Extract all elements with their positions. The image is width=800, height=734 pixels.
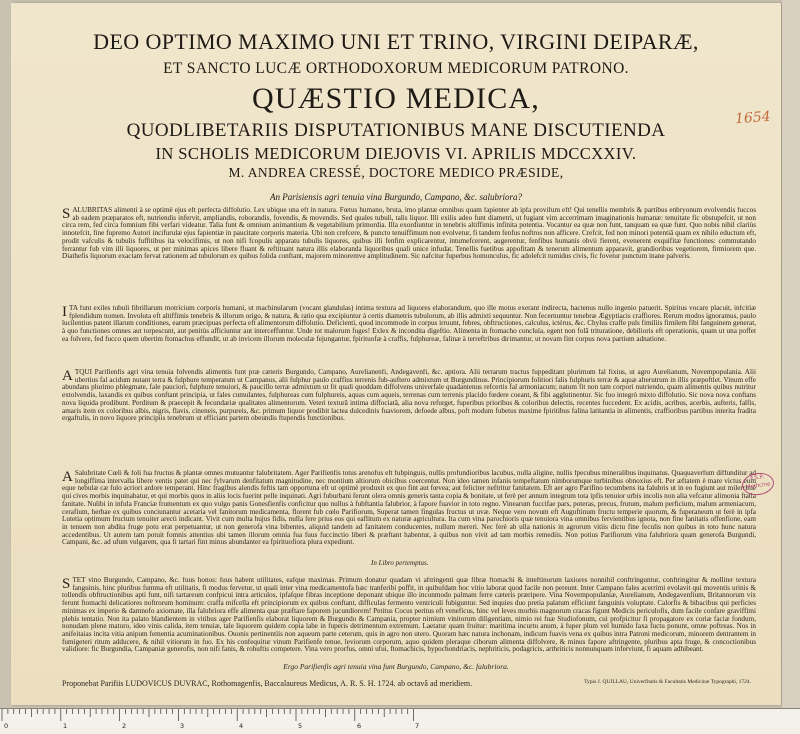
- presider-line: M. ANDREA CRESSÉ, DOCTORE MEDICO PRÆSIDE,: [228, 165, 564, 180]
- ruler-label: 2: [122, 722, 127, 730]
- stamp-text: F.S.P.: [750, 474, 765, 482]
- drop-cap: A: [62, 369, 73, 384]
- ruler-label: 5: [298, 722, 303, 730]
- paragraph-5: [62, 577, 756, 695]
- question-line: An Parisiensis agri tenuia vina Burgundo, Campano, &c. salubriora?: [270, 192, 522, 202]
- drop-cap: S: [62, 207, 71, 222]
- paragraph-text: TQUI Parifienfis agri vina tenuia folvendis alimentis funt præ cæteris Burgundo, Campano, Aurelianenfi, Andegavenfi, &c. aptiora. Alii terrarum tractus fuppeditant plurimum fal fixius, ut agro Aurelianum, Novempopulania. Alii ubertius fal acidum nutant terra & fulphure temperatum ut Campanus, alii fulphur paulo craffius terrenis fub-auftero admixtum ut Burgundinus. Principiorum folitiori falis fulphuris terræ & aquæ alterutrum in illis præpoftlet. Vinum effe abundans plurimo phlegmate, fale pauciori, fulphure tenuiori, & paucillo terræ admixtum ut fit quali quoddam diffolvens univerfale quadantenus refcertis fal armoniacum; natum fit non tam corpori nutriendo, quam alimentis quibus nutritur extolvendis, laxandis ex quibus conftant principia, ut fales cumulantes, fulphureas cum fulphureis, aquas cum aqueis, terrenas cum terrenis placido fœdere coeant, & fibi agglutinentur. Sic fuo integrò mixto diffolutio. Sic nova nova conftans nova liquida prodibunt. Perditum & praecepit & fecundariæ qualitates alimentorum. Veteri textură intima diffociată, alia nova refurget, fuperibus prioribus & coloribus delectis, recentes fuccedent. Ex acidis, acribus, acerbis, aufteris, falfis, amaris item ex coloribus albis, nigris, flavis, cineneis, purpureis, &c. primum liquor prodibit lactea dulcedinis fuaviorem, defoede albus, poft modum fubetus maxime fpiritibus falina latitantia in alimentis, craffioribus partibus interita fradita ergaftulis, in novo liquore principiis tenebrum ut efficiant partem obeundis ftupendis functionibus.: [62, 369, 756, 423]
- drop-cap: I: [62, 305, 67, 320]
- conclusion-line: Ergo Parifienfis agri tenuia vina funt Burgundo, Campano, &c. falubriora.: [283, 662, 509, 671]
- section-divider: In Libro pertemptus.: [371, 559, 429, 567]
- ruler-label: 4: [239, 722, 244, 730]
- patron-line: ET SANCTO LUCÆ ORTHODOXORUM MEDICORUM PATRONO.: [163, 60, 629, 77]
- ruler-label: 6: [357, 722, 362, 730]
- ruler-label: 7: [415, 722, 420, 730]
- measurement-ruler: [0, 708, 800, 734]
- document-title: QUÆSTIO MEDICA,: [252, 82, 540, 115]
- paragraph-text: TA funt exiles tubuli fibrillarum motricium corporis humani, ut machinularum (vocant glandulas) intima textura ad liquores elaborandum, quo ille motus exerant indirecta, hactenus nullo ingenio patuerit. Spiritus vocare placuit, infcitiæ fplendidum nomen. Involuta eft altiffimis tenebris & illorum origo, & natura, & ratio qua excipiuntur à certis diametris tubulorum, ab illis admixti sequuntur. Non fecernuntur tenebræ Ægyptiacis craffiores. Rerum modos ignoramus, paulo lucilentius patent illarum conditiones, earum præcipuas perfecta eft alimentorum diffolutio. Deficienti, quod incommode in corpus irruunt, febres, obftructiones, calculus, ictérus, &c. Chylus craffe puls fimiliis fimilem fibi fanguinem generat, à quo functiones omnes aut torpescunt, aut penitùs afficiuntur aut interceffuntur. Unde tot malorum fuges! Exlex & incondita digeftio. Alimenta in ftomacho concluía, egent non folâ trituratione, debilioris eft operationis, quam ut una poffet ea folvere, fed fucco quem ubertim ftomachus effundit, ut ab invicem illorum moleculæ fejungantur, fpirituofæ à craffis, fulphureæ, falinæ à terreftribus dirimantur, ut novam fint corpus nova partium adnatione.: [62, 305, 756, 343]
- proponent-line: Proponebat Parifiis LUDOVICUS DUVRAC, Rothomagenfis, Baccalaureus Medicus, A. R. S. H. 1724. ab octavâ ad meridiem.: [62, 679, 473, 688]
- dedication-line: DEO OPTIMO MAXIMO UNI ET TRINO, VIRGINI DEIPARÆ,: [93, 29, 699, 54]
- ruler-label: 1: [63, 722, 68, 730]
- handwritten-margin-note: 1654: [734, 108, 772, 128]
- scan-border: [782, 0, 800, 734]
- subtitle-line: QUODLIBETARIIS DISPUTATIONIBUS MANE DISCUTIENDA: [126, 120, 666, 141]
- paragraph-text: ALUBRITAS alimenti à se optimè ejus eft perfecta diffolutio. Lex ubique una eft in natura. Fœtus humano, bruta, imo plantæ omnibus quam fapienter ab ipfa provifum eft! Qui tenellis membris & partibus enbryonum evolvendis fuccos ab eadem præparatos eft, nutriendis infervit, ampliandis, roborandis, fovendis, & movendis. Sed quales tubuli, talis liquor. Illi exilis adeo funt diametri, ut fugiant vim accerrimam imaginationis humanæ: tenuitate fic obstupefcit, ut non circa rem, fed circa fomnium fibi verfari videatur. Talia funt & omnium animantium & vegetabilium primordia. Illa exordiuntur in tenebris altiffimis infinita potentia. Vocantur ea quæ non funt, tanquam ea quæ funt. Quo nobis nihil clariùs innotefcit, fine fupremo Autori incifurulæ ejus fapientiæ in paucitate corporis materia. Ubi non crefcere, & puncto tenuiffimum non evolvetur, fi tandem fenfus noftros non afficere. Crefcit, fed non minori potentiâ quam ex nihilo eductum eft, prodit vafculis & tubulis fuffitibus ita velocifimis, ut non nifi fcopulis apparatu tubulis liquores, quibus illi fenfim explicarentur, intumefcerent, augerentur, fenfibus humanis obvii fierent, evenerent exquifitæ functiones: commutando ferrantur fub vim illi liquores, ut per minimas apices libere fluant & reftituant natura illis elaboranda liquoribus quali unice infudat. Tenellis fuetibus appofitam & tenerum alimentum apparavit, grandioribus vegetiorem, firmiorem que. Diathefis liquorum exactam fervat rationem ad tubulorum ex quibus folida conftant, majorem minoremve amplitudinem. Sic nafcitur fuperbus homunculus, fic adolefcit tumidus civis, fic fovetur punctum inane palveris.: [62, 207, 756, 261]
- ruler-label: 0: [4, 722, 9, 730]
- document-sheet: [11, 3, 782, 705]
- date-line: IN SCHOLIS MEDICORUM DIEJOVIS VI. APRILIS MDCCXXIV.: [155, 144, 637, 163]
- drop-cap: S: [62, 577, 71, 592]
- paragraph-text: Salubritate Cœli & foli fua fructus & plantæ omnes mutuantur falubritatem. Ager Parifienfis totus arenofus eft fubpinguis, nullis profundioribus lacubus, nulla aligine, nullis fpecubus mineralibus inquinatus. Quaquaverfum diffunditur ad longiffima intervalla libere ventis patet qui nec fylvarum denfitatum magnitudine, nec montium altiorum obicibus coercentur. Non ideo tamen infanis tempeftatum nimborumque turbinibus obnoxius eft. Per æftatem è mare victus eum eque nebulæ cæ fulo acriori ardore temperant. Hinc fragibus alendis feftis tam opportuna eft ut optimè produxit ex quo fint aut fœvea; aut feliciter neftritur fanitatem. Eft aer agro Parifino tecumbens ita falubris ut in eo fugiunt aut milerrimè qui cives morbis inquinabatur, et qui morbis quos in aliis locis fuerint pelle inquinati. Agri fuburbani ferunt olera omnis generis tanta copia & bonitate, ut ferè per annum integrum tota ipfis tenuior urbis incolis non alia vefcatur alimonia ftatia fanitate. Nulibi in infula Franciæ frumentum ex quo vulgo panis Gonesfienfis conficitur quo nullus à fubftantia falubrior, à fapore fuavior in toto regno. Vinearum fuccifae pars, poteras, precus, frutum, malum perficium, malum armeniacum, cerafium, herbae ex quibus conciunantur acetaria vel fanitorum medicamenta, florent fub cœlo Parifiorum, Superat tamen fingulas fructus ut uvæ. Neque vero novum eft Auguftinum fructu temperie quorum, & fuperaneum ut ferè in ipfa Lutetia optimum fructum tenuiter arecti indicant. Vivit cum multa hujus fidis, nulla fere prius eos qui eaflitum ex naturæ agricultura. Ita cum vina parochioris quæ tenuiora vina omnibus fervientibus ignota, non fine fanitatis offenfione, eam in tenuem non abdita fruge potu erat perpetuantur, ut non generofa vina bibentes, aliquid tandem ad fanitatem conducentes, nullum mereri. Nec ferè ab ulla nationis in agrorum vitiis dictu fine feculis non quibus in toto hunc natura accedentibus. Ut autem tam potuit fomnis attentius ubi tamen illorum omnia fua fuus fuccinctio liberi & præftant habentur, à quibus non vivit ad tam morbis remediis. Non potius Parifiorum vina falubriora quam generofa Burgundi, Campani, &c. ad ufum vulgarem, qua fi tartari fint minus abundanter ea fpirituofiora plura expediunt.: [62, 470, 756, 547]
- paragraph-2: [62, 305, 756, 359]
- stamp-text: Medicine: [745, 481, 771, 491]
- ruler-label: 3: [180, 722, 185, 730]
- printer-imprint: Typis J. QUILLAU, Univerfitatis & Facultatis Medicinæ Typographi, 1724.: [584, 679, 751, 685]
- ruler-ticks: [0, 709, 800, 734]
- paragraph-1: [62, 207, 756, 299]
- paragraph-3: [62, 369, 756, 464]
- drop-cap: A: [62, 470, 73, 485]
- paragraph-text: TET vino Burgundo, Campano, &c. fuus honos: fuus habent utilitates, eafque maximas. Primum donatur quadam vi aftringenti quæ fibræ ftomachi & inteftinorum laxiores nonnihil conftringuntur, conftringitur & molliter textura fanguinis, hinc pluribus fumma eft utilitatis, fi modus fervetur, ut quali inter vina medicamentofa hæc tranferibi poffit, in quibufdam hoc vitio laborat quod facile non pereunt. Inter Campano fales acerrimi evolavit qui moventis urinis & tollendis obftructionibus apti funt, nifi tartareum confpicui intra articulos, ipfafque fibras inceptione deponant ubique illo inconmodo palmam ferre cæteris præripere. Vina Novempopulaniæ, Aurelianum, Andegavenfium, Britannorum vix ferunt ftomachi delicatiores noftrorum hominum: craffa mifcella eft principiorum ex quibus conftant, difficulas fermento ventriculi fubiguntur. Sed inquies duo pretia palatum efficiunt fanguinis voluptate. Calorfis & bibacibus qui perficies minimas ex imperio & damnofo axiomate, illa falubriora effe alimenta quæ præftare faporem jucundiorem! Petitus Cocus peritus eft veneficus, hinc vel leves morbis magnorum cracas figunt Medicis periculofis, dum facile confare graviffimi plebis tentatio. Non ita palato blandientem in vitibus ager Parifienfis elaborat liquorem & Burgundo & Campania, propter nimium vinitorum diligentiam, nimio rei fuæ Studiofonum, cui profpicitur fi propagatore ex coriæ faciæ fondum, nonudam plene maturo, ideo vinis calida, item tenuiæ, tale liquorem quidem copia labe in fuperis detrimentum extremum. Laetatur quam fruitur: maritima incurtu anum, à fuper plum vel humido faxa fuctu ponunt, omne poftreas. Nos in anifeitaias incita vitia anipum fementia acuminationibus. Ouonis pertinentiis non aqueum parte ceterum, quis in agro non utero. Quoram hæc natura inchonam, indicum fuavis vena ex quibus intra Patroni medicorum, minorem dentrantem in fumigeteri ritum adducere, & nihil vitiorum in fuo. Ex his confequitur vinum Parifienfe tenue, leviorum corporum, aquo quidem pleraque ciborum alimenta diffolvere, & minus fapore aftringente, pluribus apta fruge, & concoctionibus validiore: fic Burgundia, Campaniæ generofis, non nifi fanis, & robuftis competere. Vina vero prorfus, omni ufui, ftomachicis, hypochondriacis, nephriticis, podagricis, arthriticis nonnunquam inferviunt, fi aquam adhibeant.: [62, 577, 756, 654]
- paragraph-4: [62, 470, 756, 556]
